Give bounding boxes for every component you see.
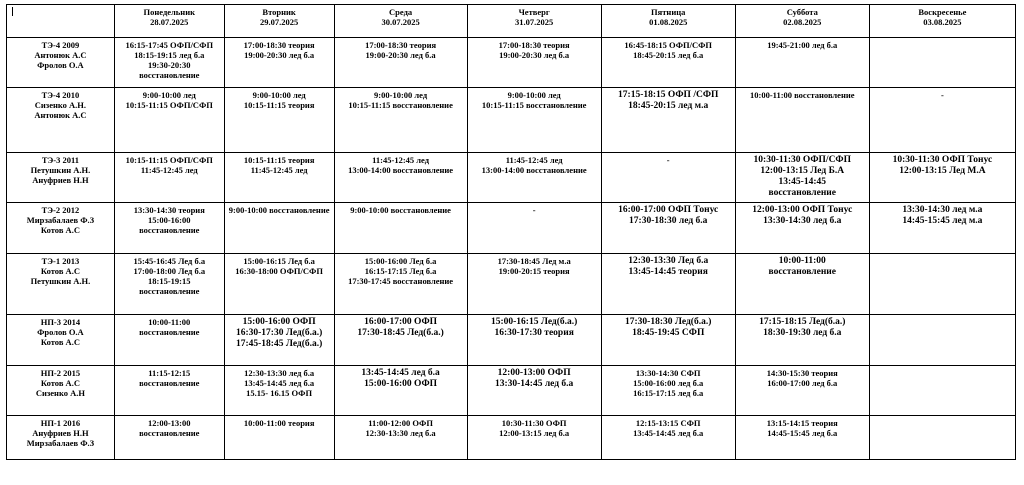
day-name: Среда (389, 7, 413, 17)
schedule-cell (114, 366, 224, 416)
session-line: 15:00-16:00 ОФП (242, 317, 316, 327)
schedule-cell (601, 38, 735, 88)
session-line: 17:30-17:45 восстановление (348, 276, 454, 286)
session-line: 11:45-12:45 лед (372, 155, 430, 165)
session-line: 13:15-14:15 теория (766, 418, 838, 428)
day-name: Четверг (518, 7, 550, 17)
session-line: 16:00-17:00 лед б.а (767, 378, 838, 388)
session-line: 9:00-10:00 лед (142, 90, 196, 100)
group-title-line: Котов А.С (40, 378, 80, 388)
schedule-cell (735, 416, 869, 460)
day-header (869, 5, 1015, 38)
session-line: 14:45-15:45 лед м.а (902, 216, 983, 226)
session-line: 15:00-16:15 Лед б.а (243, 256, 315, 266)
schedule-cell (334, 153, 467, 203)
session-line: 15:00-16:00 (148, 215, 191, 225)
day-date: 28.07.2025 (150, 17, 189, 27)
group-title-line: НП-1 2016 (40, 418, 81, 428)
schedule-cell (735, 254, 869, 315)
schedule-cell (334, 38, 467, 88)
session-line: 13:00-14:00 восстановление (481, 165, 587, 175)
session-line: 18:45-20:15 лед м.а (628, 101, 709, 111)
group-title-cell (7, 38, 115, 88)
schedule-cell (334, 203, 467, 254)
session-line: 13:30-14:45 лед б.а (494, 379, 574, 389)
session-line: 17:00-18:30 теория (498, 40, 570, 50)
session-line: 17:00-18:00 Лед б.а (133, 266, 206, 276)
schedule-cell (869, 366, 1015, 416)
day-date: 31.07.2025 (515, 17, 554, 27)
session-line: 10:15-11:15 восстановление (481, 100, 587, 110)
session-line: 18:15-19:15 лед б.а (134, 50, 205, 60)
session-line: восстановление (768, 267, 836, 277)
day-date: 03.08.2025 (923, 17, 962, 27)
group-row (7, 153, 1016, 203)
group-title-cell (7, 416, 115, 460)
header-corner-cell (7, 5, 115, 38)
schedule-cell (114, 153, 224, 203)
session-line: 16:15-17:15 лед б.а (633, 388, 704, 398)
schedule-cell (601, 88, 735, 153)
group-title-line: ТЭ-4 2010 (41, 90, 80, 100)
group-title-line: НП-3 2014 (40, 317, 81, 327)
session-line: 13:30-14:30 лед м.а (902, 205, 983, 215)
schedule-cell (735, 38, 869, 88)
schedule-cell (869, 416, 1015, 460)
schedule-cell (114, 88, 224, 153)
session-line: 11:45-12:45 лед (140, 165, 198, 175)
session-line: 12:00-13:15 Лед М.А (899, 166, 986, 176)
session-line: 13:45-14:45 теория (628, 267, 708, 277)
schedule-cell (601, 366, 735, 416)
session-line: 12:15-13:15 СФП (635, 418, 701, 428)
group-title-line: Сизенко А.Н. (34, 100, 87, 110)
schedule-cell (601, 153, 735, 203)
group-title-line: Мирзабалаев Ф.З (26, 438, 95, 448)
schedule-cell (869, 153, 1015, 203)
schedule-cell (467, 203, 601, 254)
session-line: 19:00-20:30 лед б.а (499, 50, 570, 60)
session-line: 16:00-17:00 ОФП (364, 317, 438, 327)
session-line: 17:30-18:30 Лед(б.а.) (625, 317, 712, 327)
session-line: 13:30-14:30 лед б.а (763, 216, 842, 226)
group-title-line: ТЭ-1 2013 (41, 256, 80, 266)
session-line: 16:45-18:15 ОФП/СФП (624, 40, 713, 50)
session-line: 11:45-12:45 лед (250, 165, 308, 175)
session-line: 12:30-13:30 Лед б.а (628, 256, 709, 266)
session-line: 10:00-11:00 (148, 317, 191, 327)
schedule-cell (869, 88, 1015, 153)
schedule-cell (735, 153, 869, 203)
day-date: 02.08.2025 (783, 17, 822, 27)
day-header (224, 5, 334, 38)
session-line: 12:00-13:15 лед б.а (499, 428, 570, 438)
session-line: 17:00-18:30 теория (365, 40, 437, 50)
session-line: 10:15-11:15 теория (243, 100, 315, 110)
session-line: восстановление (139, 378, 200, 388)
schedule-cell (467, 153, 601, 203)
session-line: - (666, 155, 670, 165)
session-line: 15:00-16:00 ОФП (364, 379, 438, 389)
session-line: 17:00-18:30 теория (243, 40, 315, 50)
group-title-cell (7, 254, 115, 315)
session-line: 17:30-18:30 лед б.а (629, 216, 708, 226)
group-title-line: Фролов О.А (37, 60, 84, 70)
session-line: 16:30-17:30 Лед(б.а.) (235, 328, 323, 338)
day-header (735, 5, 869, 38)
schedule-cell (869, 38, 1015, 88)
schedule-cell (334, 88, 467, 153)
session-line: 19:00-20:15 теория (498, 266, 570, 276)
session-line: 9:00-10:00 лед (507, 90, 561, 100)
group-row (7, 254, 1016, 315)
session-line: 13:00-14:00 восстановление (348, 165, 454, 175)
schedule-cell (869, 315, 1015, 366)
session-line: - (532, 205, 536, 215)
schedule-cell (869, 254, 1015, 315)
schedule-cell (467, 88, 601, 153)
session-line: 9:00-10:00 восстановление (350, 205, 451, 215)
session-line: 15:00-16:00 лед б.а (633, 378, 704, 388)
group-row (7, 38, 1016, 88)
session-line: восстановление (139, 327, 200, 337)
day-name: Воскресенье (918, 7, 967, 17)
schedule-cell (224, 315, 334, 366)
session-line: 17:15-18:15 ОФП /СФП (618, 90, 719, 100)
schedule-cell (224, 416, 334, 460)
schedule-cell (735, 88, 869, 153)
schedule-cell (114, 38, 224, 88)
session-line: 15.15- 16.15 ОФП (246, 388, 313, 398)
schedule-cell (601, 203, 735, 254)
schedule-cell (467, 366, 601, 416)
session-line: 19:45-21:00 лед б.а (767, 40, 838, 50)
session-line: 13:45-14:45 (778, 177, 827, 187)
session-line: 12:30-13:30 лед б.а (365, 428, 436, 438)
session-line: 13:45-14:45 лед б.а (244, 378, 315, 388)
day-name: Понедельник (143, 7, 195, 17)
session-line: 10:15-11:15 теория (243, 155, 315, 165)
session-line: восстановление (139, 225, 200, 235)
session-line: 13:30-14:30 теория (133, 205, 205, 215)
group-title-line: Петушкин А.Н. (30, 165, 91, 175)
session-line: восстановление (139, 70, 200, 80)
group-title-line: ТЭ-2 2012 (41, 205, 80, 215)
group-title-cell (7, 315, 115, 366)
schedule-cell (224, 88, 334, 153)
schedule-cell (735, 366, 869, 416)
session-line: 12:30-13:30 лед б.а (244, 368, 315, 378)
session-line: 16:30-18:00 ОФП/СФП (235, 266, 323, 276)
session-line: 9:00-10:00 лед (252, 90, 306, 100)
schedule-cell (224, 153, 334, 203)
session-line: 17:30-18:45 Лед(б.а.) (357, 328, 444, 338)
session-line: 17:30-18:45 Лед м.а (497, 256, 571, 266)
group-title-cell (7, 88, 115, 153)
session-line: 19:30-20:30 (148, 60, 191, 70)
group-title-line: НП-2 2015 (40, 368, 81, 378)
session-line: 12:00-13:00 ОФП Тонус (752, 205, 853, 215)
session-line: 11:45-12:45 лед (505, 155, 563, 165)
group-title-line: Антонюк А.С (34, 110, 87, 120)
session-line: 10:30-11:30 ОФП Тонус (892, 155, 993, 165)
schedule-cell (334, 366, 467, 416)
day-header (334, 5, 467, 38)
schedule-cell (601, 315, 735, 366)
session-line: 18:45-19:45 СФП (632, 328, 705, 338)
schedule-cell (467, 416, 601, 460)
session-line: 19:00-20:30 лед б.а (244, 50, 315, 60)
group-row (7, 203, 1016, 254)
group-title-line: Антонюк А.С (34, 50, 87, 60)
session-line: 10:15-11:15 восстановление (348, 100, 453, 110)
session-line: 16:15-17:15 Лед б.а (364, 266, 437, 276)
session-line: 16:30-17:30 теория (494, 328, 574, 338)
session-line: 11:15-12:15 (148, 368, 191, 378)
schedule-cell (224, 203, 334, 254)
day-name: Пятница (651, 7, 686, 17)
schedule-cell (601, 416, 735, 460)
session-line: 12:00-13:15 Лед Б.А (760, 166, 845, 176)
session-line: 13:30-14:30 СФП (635, 368, 701, 378)
session-line: 14:30-15:30 теория (766, 368, 838, 378)
schedule-cell (601, 254, 735, 315)
session-line: 15:00-16:15 Лед(б.а.) (490, 317, 578, 327)
schedule-cell (334, 254, 467, 315)
day-name: Вторник (262, 7, 296, 17)
session-line: 13:45-14:45 лед б.а (361, 368, 440, 378)
day-date: 29.07.2025 (260, 17, 299, 27)
day-header (601, 5, 735, 38)
group-title-line: ТЭ-4 2009 (41, 40, 80, 50)
schedule-cell (114, 203, 224, 254)
schedule-cell (735, 315, 869, 366)
session-line: восстановление (768, 188, 836, 198)
schedule-cell (334, 416, 467, 460)
session-line: 17:15-18:15 Лед(б.а.) (759, 317, 846, 327)
schedule-cell (114, 254, 224, 315)
group-row (7, 416, 1016, 460)
group-row (7, 315, 1016, 366)
session-line: восстановление (139, 286, 200, 296)
day-name: Суббота (786, 7, 818, 17)
session-line: 18:30-19:30 лед б.а (763, 328, 842, 338)
session-line: 18:15-19:15 (148, 276, 191, 286)
session-line: 10:00-11:00 (778, 256, 826, 266)
schedule-cell (114, 315, 224, 366)
schedule-cell (224, 38, 334, 88)
session-line: 16:00-17:00 ОФП Тонус (618, 205, 719, 215)
session-line: 12:00-13:00 (148, 418, 191, 428)
group-title-line: Мирзабалаев Ф.З (26, 215, 95, 225)
group-title-line: Сизенко А.Н (35, 388, 85, 398)
schedule-cell (467, 315, 601, 366)
session-line: 10:30-11:30 ОФП/СФП (753, 155, 851, 165)
schedule-table (6, 4, 1016, 460)
session-line: восстановление (139, 428, 200, 438)
session-line: 10:15-11:15 ОФП/СФП (125, 155, 213, 165)
session-line: 13:45-14:45 лед б.а (633, 428, 704, 438)
group-row (7, 366, 1016, 416)
group-title-cell (7, 366, 115, 416)
session-line: 14:45-15:45 лед б.а (767, 428, 838, 438)
schedule-cell (735, 203, 869, 254)
session-line: 10:15-11:15 ОФП/СФП (125, 100, 213, 110)
day-date: 30.07.2025 (381, 17, 420, 27)
group-title-line: Котов А.С (40, 337, 80, 347)
schedule-cell (869, 203, 1015, 254)
session-line: 16:15-17:45 ОФП/СФП (125, 40, 214, 50)
session-line: 11:00-12:00 ОФП (368, 418, 433, 428)
schedule-cell (114, 416, 224, 460)
group-title-line: Ануфриев Н.Н (32, 428, 89, 438)
schedule-cell (224, 254, 334, 315)
session-line: 10:00-11:00 теория (243, 418, 315, 428)
group-title-cell (7, 203, 115, 254)
session-line: 9:00-10:00 восстановление (228, 205, 330, 215)
session-line: - (940, 90, 944, 100)
schedule-body (7, 38, 1016, 460)
session-line: 10:00-11:00 восстановление (750, 90, 855, 100)
group-title-line: ТЭ-3 2011 (41, 155, 79, 165)
session-line: 15:45-16:45 Лед б.а (133, 256, 206, 266)
session-line: 10:30-11:30 ОФП (501, 418, 567, 428)
group-title-line: Петушкин А.Н. (30, 276, 91, 286)
day-header (114, 5, 224, 38)
session-line: 18:45-20:15 лед б.а (633, 50, 704, 60)
group-title-cell (7, 153, 115, 203)
session-line: 19:00-20:30 лед б.а (365, 50, 436, 60)
session-line: 17:45-18:45 Лед(б.а.) (235, 339, 323, 349)
group-title-line: Котов А.С (40, 225, 80, 235)
group-title-line: Фролов О.А (37, 327, 84, 337)
group-title-line: Котов А.С (40, 266, 80, 276)
schedule-cell (467, 38, 601, 88)
schedule-cell (224, 366, 334, 416)
schedule-cell (334, 315, 467, 366)
day-header (467, 5, 601, 38)
group-title-line: Ануфриев Н.Н (32, 175, 89, 185)
schedule-cell (467, 254, 601, 315)
day-date: 01.08.2025 (649, 17, 688, 27)
session-line: 12:00-13:00 ОФП (497, 368, 571, 378)
header-row (7, 5, 1016, 38)
session-line: 9:00-10:00 лед (374, 90, 428, 100)
session-line: 15:00-16:00 Лед б.а (364, 256, 437, 266)
group-row (7, 88, 1016, 153)
